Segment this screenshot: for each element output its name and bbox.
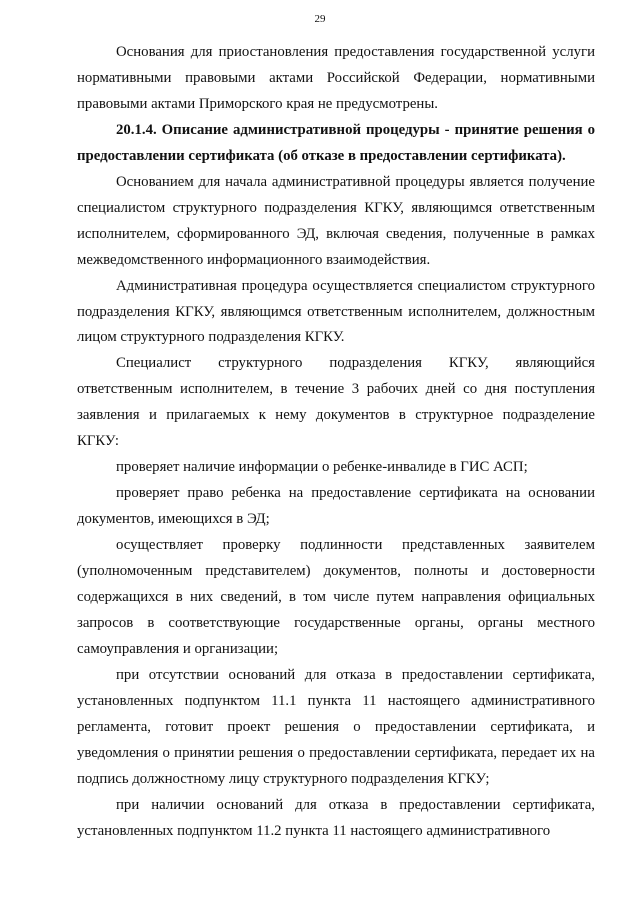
page-number: 29 [314,13,326,25]
list-item: при отсутствии оснований для отказа в предоставлении сертификата, установленных подпунктом 11.1 пункта 11 настоящего административного регламента, готовит проект решения о предоставлении сертификата, и уведомления о принятии решения о предоставлении сертификата, передает их на подпись должностному лицу структурного подразделения КГКУ; [77,666,595,787]
section-heading: 20.1.4. Описание административной процедуры - принятие решения о предоставлении сертификата (об отказе в предоставлении сертификата). [77,121,595,164]
list-item: при наличии оснований для отказа в предоставлении сертификата, установленных подпунктом 11.2 пункта 11 настоящего административного [77,796,595,839]
paragraph: Административная процедура осуществляется специалистом структурного подразделения КГКУ, являющимся ответственным исполнителем, должностным лицом структурного подразделения КГКУ. [77,277,595,346]
paragraph: Основанием для начала административной процедуры является получение специалистом структурного подразделения КГКУ, являющимся ответственным исполнителем, сформированного ЭД, включая сведения, полученные в рамках межведомственного информационного взаимодействия. [77,173,595,268]
paragraph: Специалист структурного подразделения КГКУ, являющийся ответственным исполнителем, в течение 3 рабочих дней со дня поступления заявления и прилагаемых к нему документов в структурное подразделение КГКУ: [77,355,595,450]
list-item: осуществляет проверку подлинности представленных заявителем (уполномоченным представителем) документов, полноты и достоверности содержащихся в них сведений, в том числе путем направления официальных запросов в соответствующие государственные органы, органы местного самоуправления и организации; [77,537,595,657]
list-item: проверяет наличие информации о ребенке-инвалиде в ГИС АСП; [116,459,528,476]
list-item: проверяет право ребенка на предоставление сертификата на основании документов, имеющихся в ЭД; [77,485,595,528]
paragraph: Основания для приостановления предоставления государственной услуги нормативными правовыми актами Российской Федерации, нормативными правовыми актами Приморского края не предусмотрены. [77,44,595,112]
document-body [77,40,595,845]
